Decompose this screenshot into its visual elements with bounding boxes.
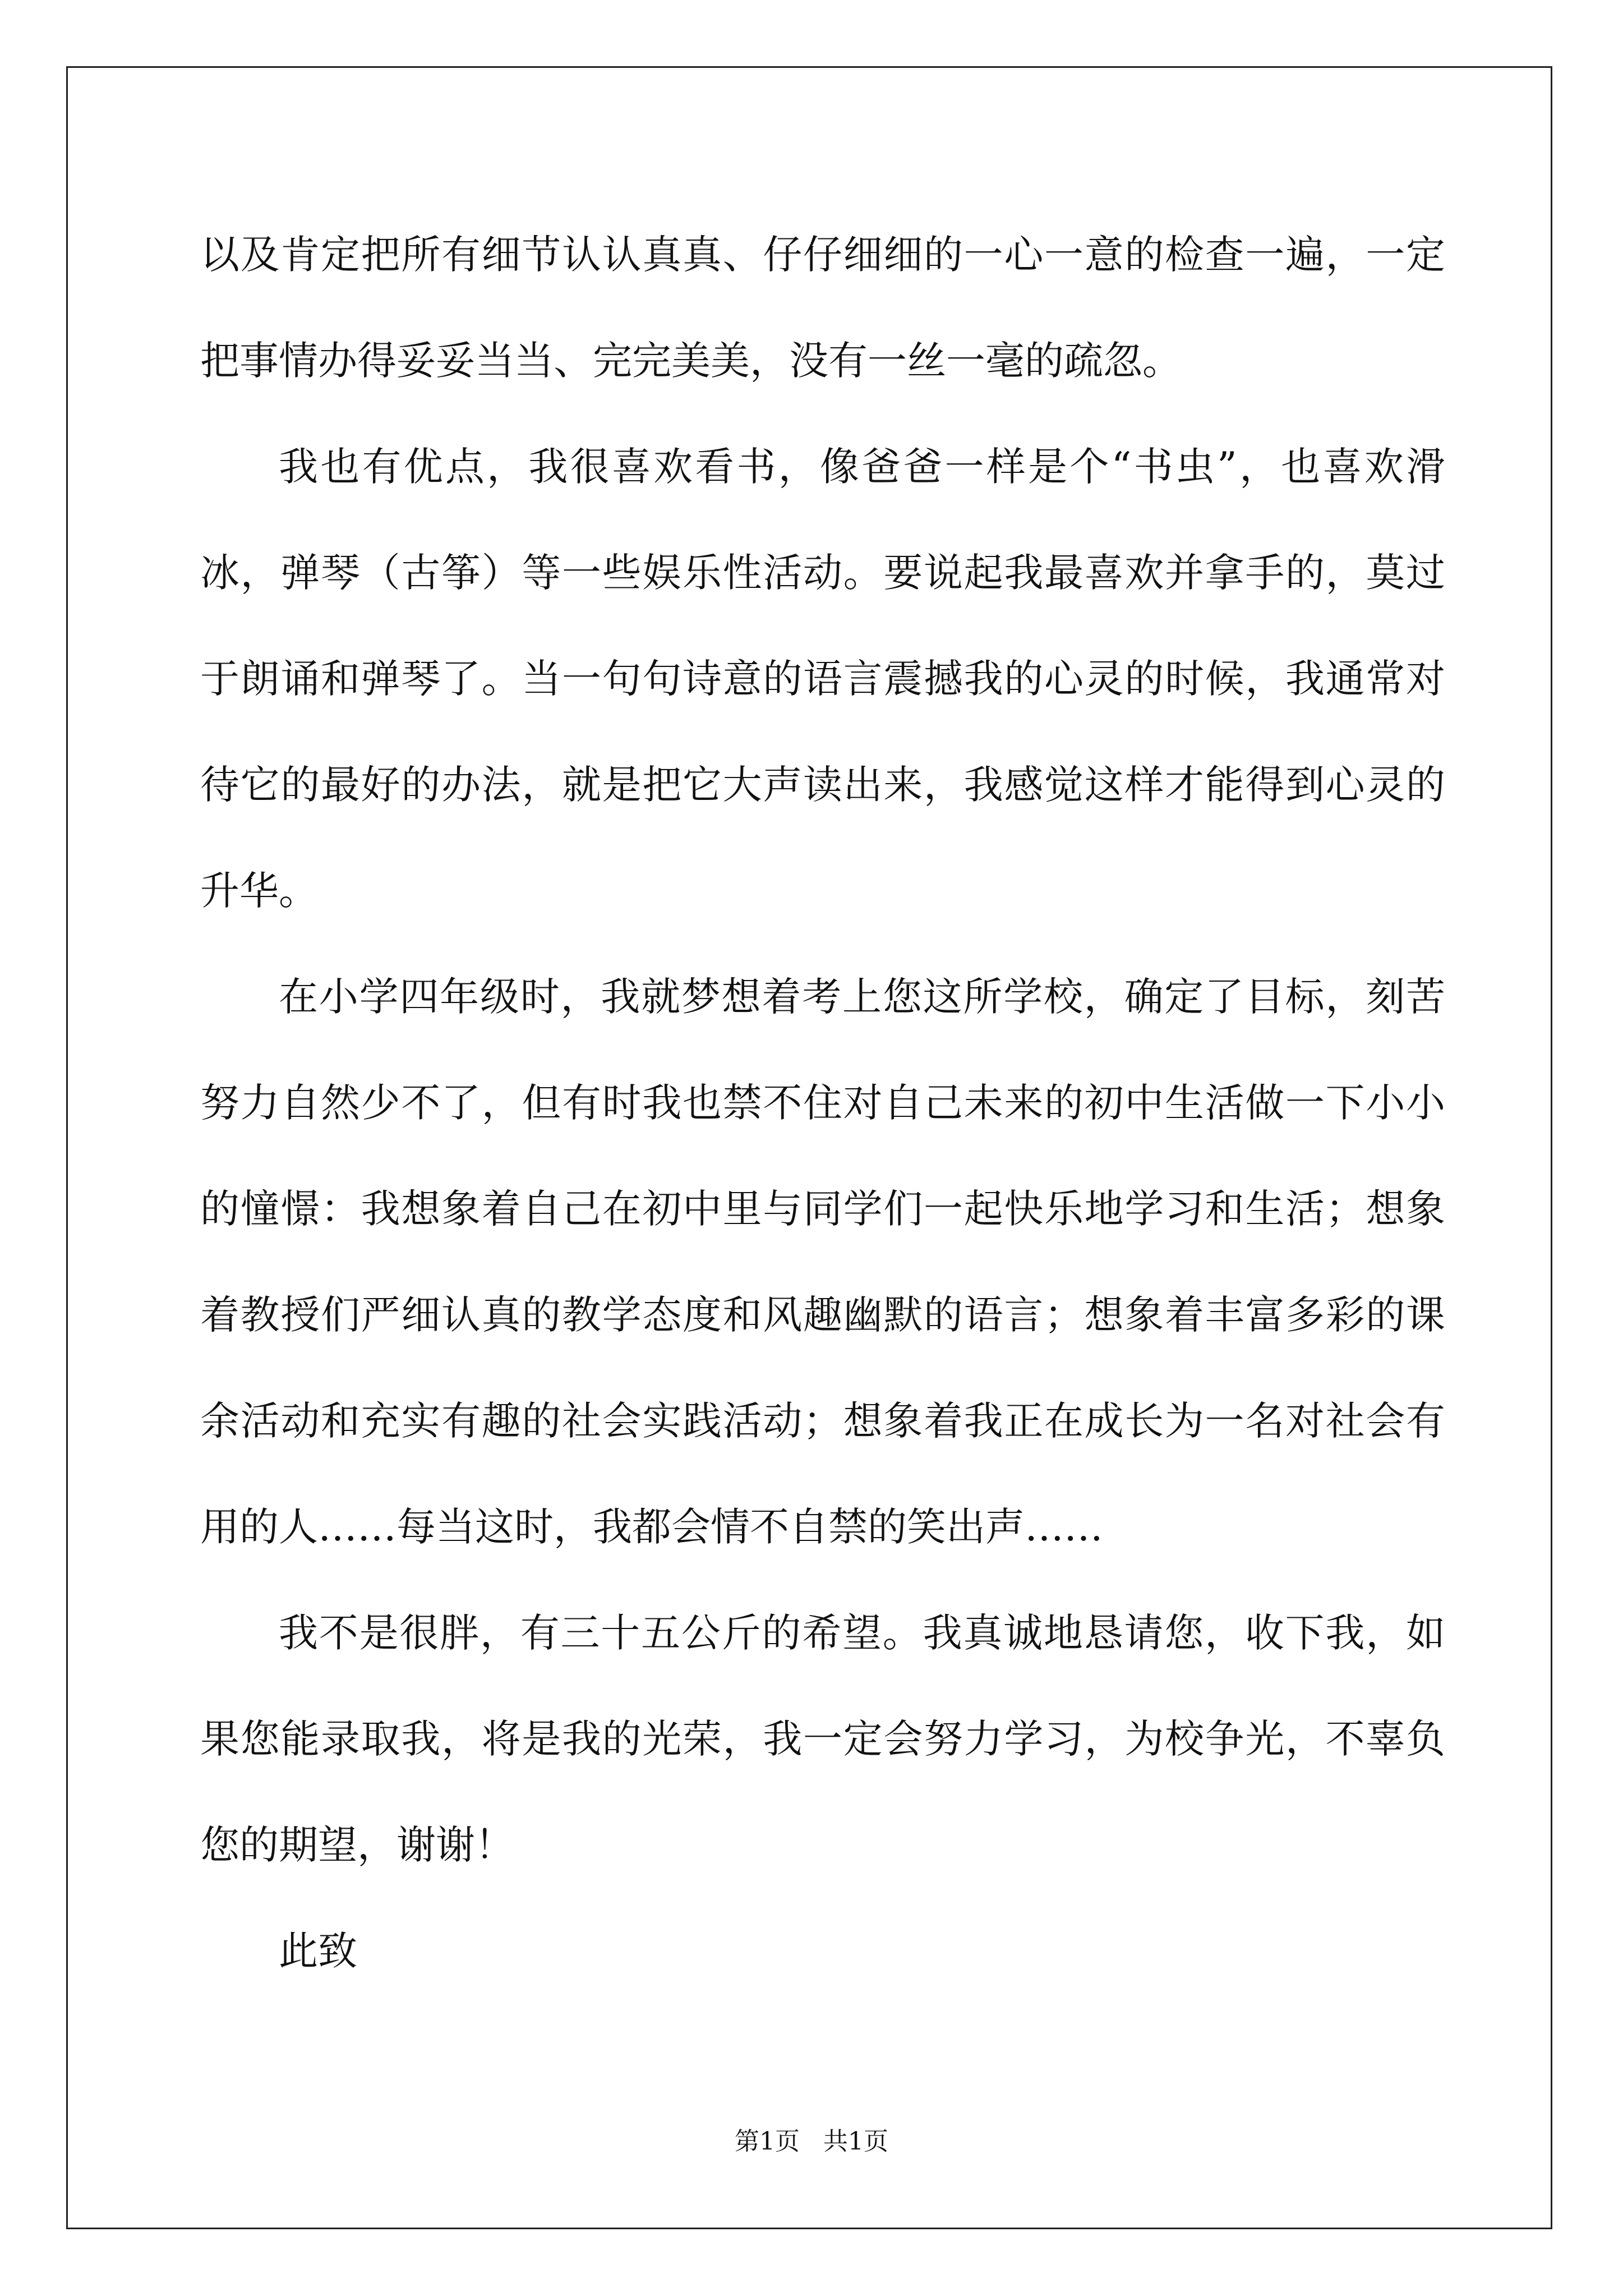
paragraph-hobbies: 我也有优点，我很喜欢看书，像爸爸一样是个“书虫”，也喜欢滑冰，弹琴（古筝）等一些娱乐性活动。要说起我最喜欢并拿手的，莫过于朗诵和弹琴了。当一句句诗意的语言震撼我的心灵的时候，我通常对待它的最好的办法，就是把它大声读出来，我感觉这样才能得到心灵的升华。 <box>200 444 1445 914</box>
document-body <box>200 202 1445 2004</box>
page-footer <box>0 2125 1623 2159</box>
paragraph-request: 我不是很胖，有三十五公斤的希望。我真诚地恳请您，收下我，如果您能录取我，将是我的光荣，我一定会努力学习，为校争光，不辜负您的期望，谢谢！ <box>200 1610 1445 1868</box>
paragraph-dream: 在小学四年级时，我就梦想着考上您这所学校，确定了目标，刻苦努力自然少不了，但有时我也禁不住对自己未来的初中生活做一下小小的憧憬：我想象着自己在初中里与同学们一起快乐地学习和生活；想象着教授们严细认真的教学态度和风趣幽默的语言；想象着丰富多彩的课余活动和充实有趣的社会实践活动；想象着我正在成长为一名对社会有用的人……每当这时，我都会情不自禁的笑出声…… <box>200 974 1445 1550</box>
page-number: 第1页 共1页 <box>735 2127 888 2156</box>
paragraph-continuation: 以及肯定把所有细节认认真真、仔仔细细的一心一意的检查一遍，一定把事情办得妥妥当当、完完美美，没有一丝一毫的疏忽。 <box>200 232 1445 384</box>
paragraph-closing: 此致 <box>279 1928 357 1974</box>
